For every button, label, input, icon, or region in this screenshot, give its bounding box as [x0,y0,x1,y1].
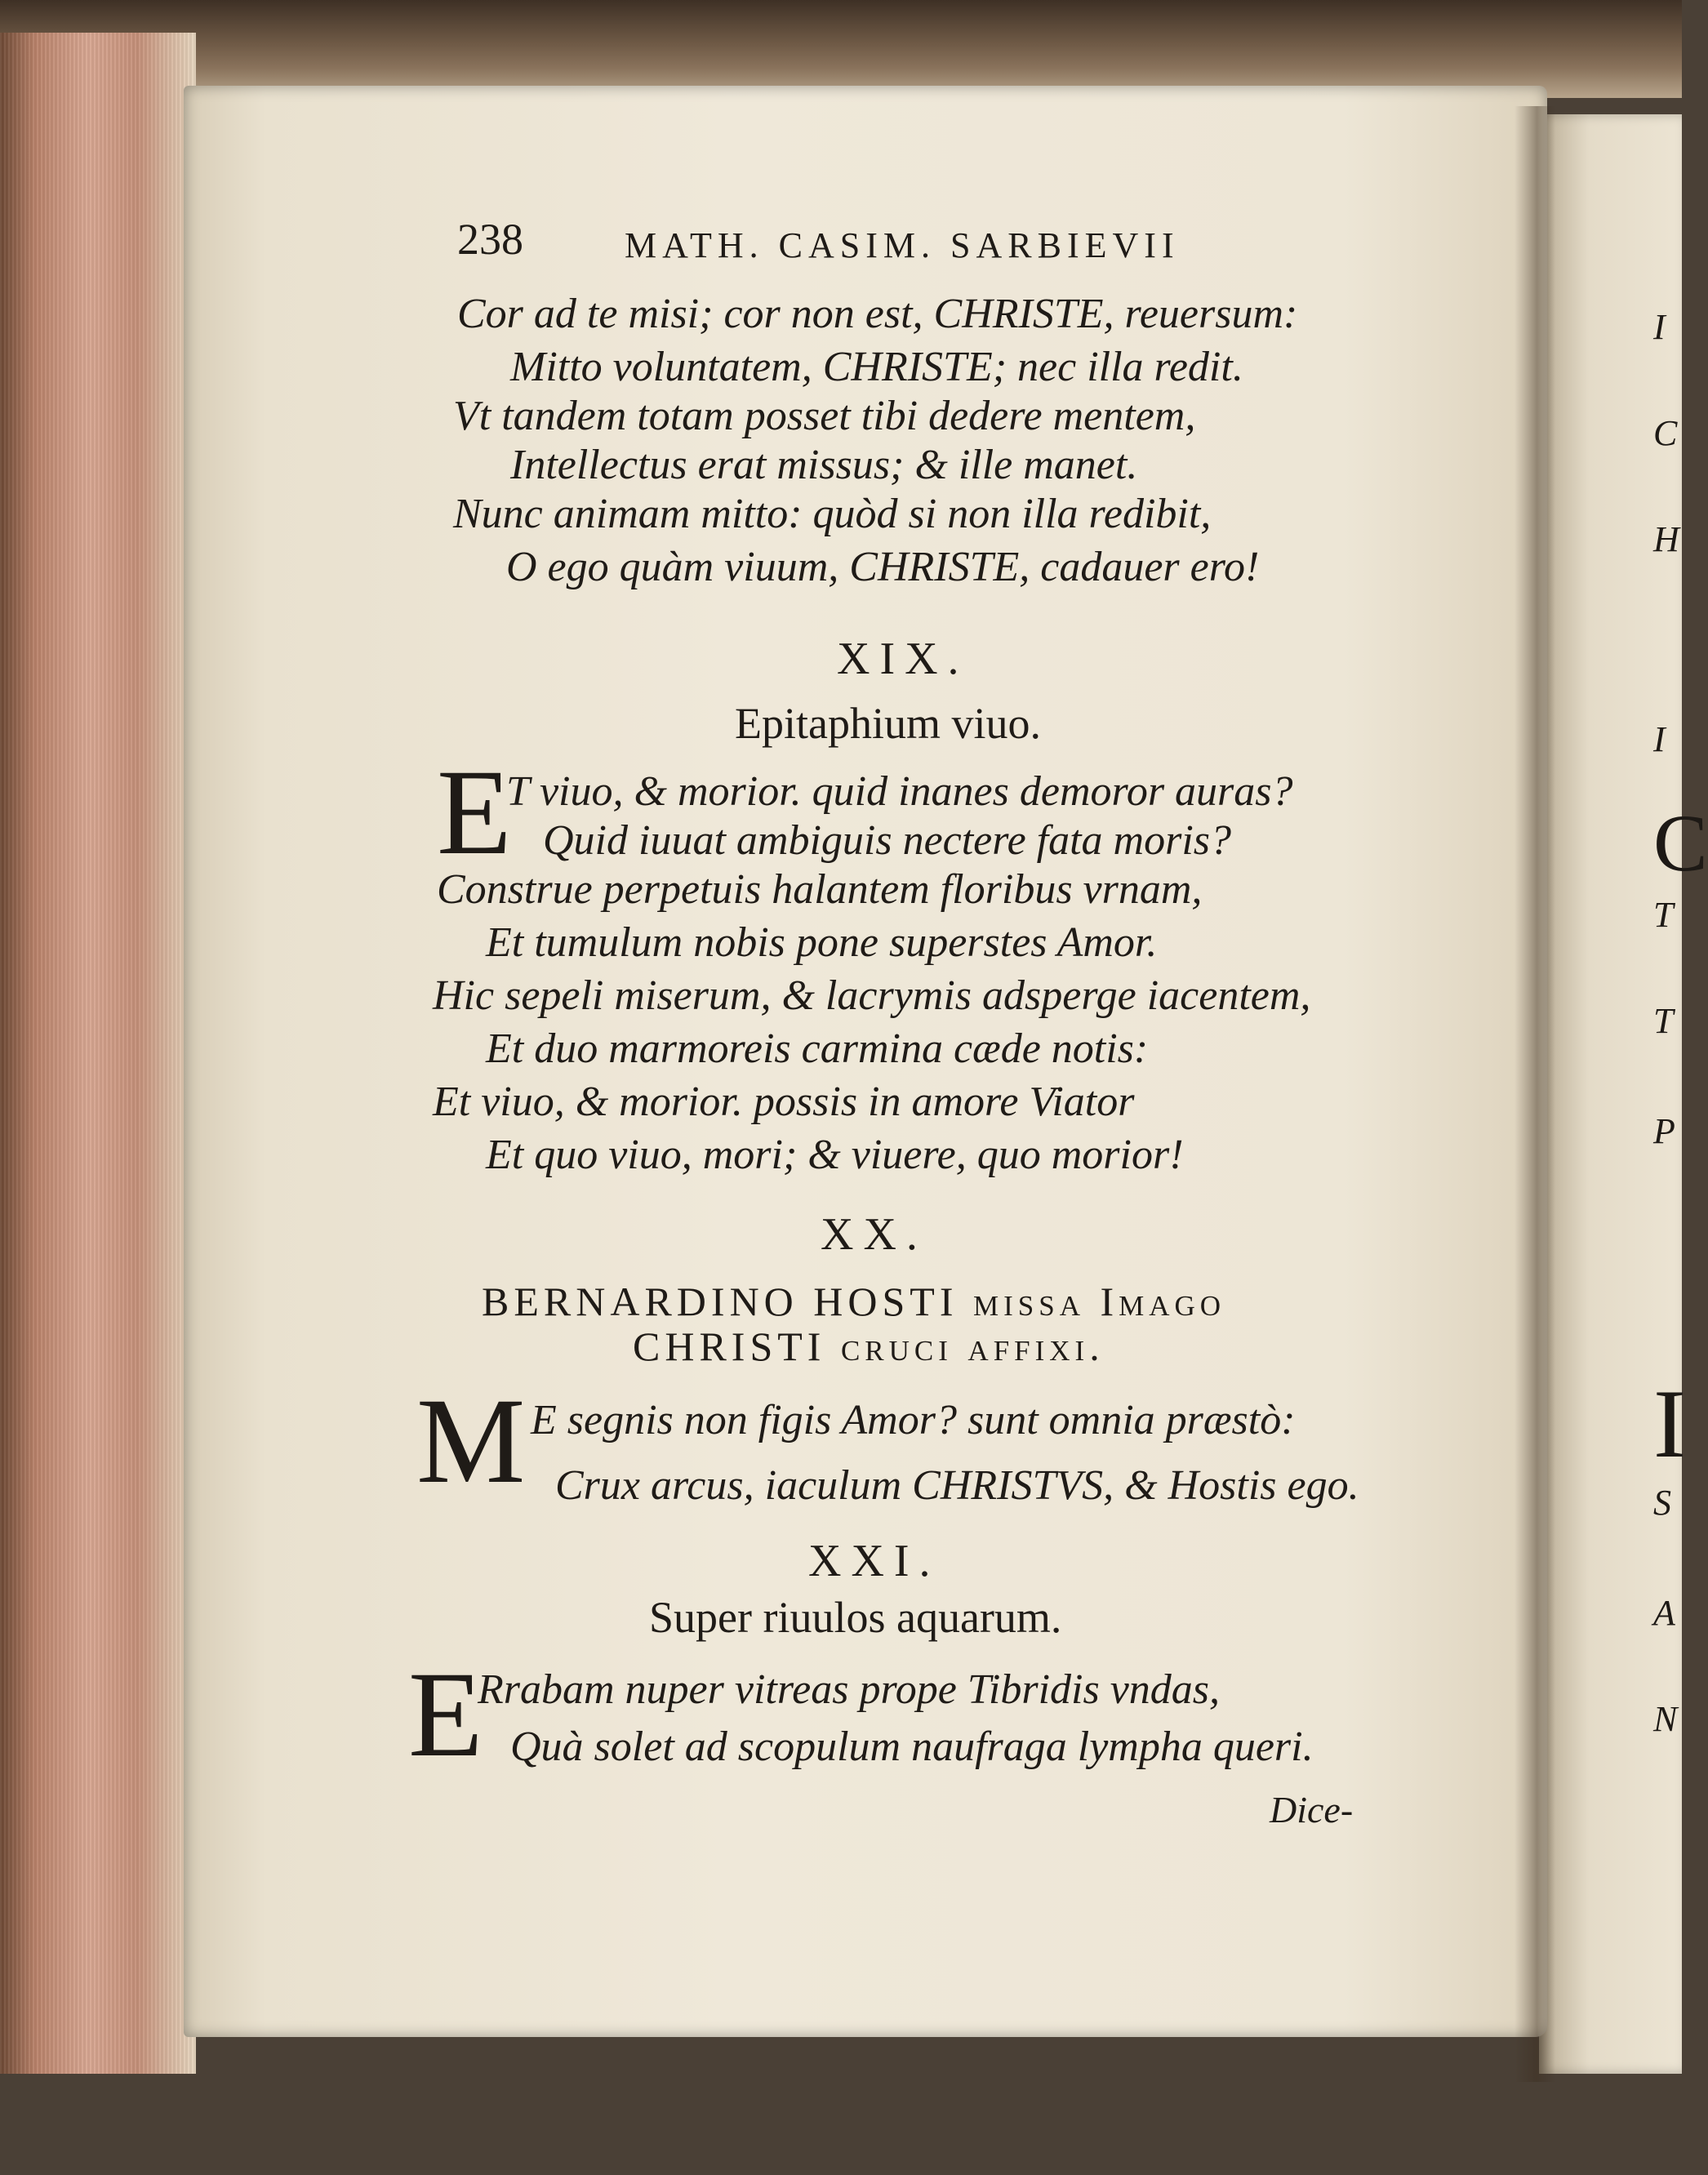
verse-line: Cor ad te misi; cor non est, CHRISTE, reuersum: [457,291,1298,337]
verse-line: E segnis non figis Amor? sunt omnia præstò: [531,1397,1296,1443]
facing-letter: C [1653,798,1708,888]
facing-letter: H [1653,519,1679,559]
facing-letter: A [1653,1593,1675,1633]
poem-title: Super riuulos aquarum. [649,1593,1062,1642]
facing-letter: P [1653,1111,1675,1151]
verse-line: Crux arcus, iaculum CHRISTVS, & Hostis ego. [555,1462,1359,1509]
verse-line: T viuo, & morior. quid inanes demoror auras? [506,768,1293,815]
poem-number: XXI. [808,1536,941,1586]
drop-cap: E [408,1647,483,1782]
catchword: Dice- [1270,1789,1354,1830]
poem-title: CHRISTI cruci affixi. [633,1323,1105,1369]
facing-letter: I [1653,1369,1686,1478]
facing-letter: T [1653,895,1674,935]
poem-title: Epitaphium viuo. [735,699,1041,748]
facing-letter: T [1653,1001,1674,1041]
verse-line: Et quo viuo, mori; & viuere, quo morior! [486,1132,1184,1178]
verse-line: Nunc animam mitto: quòd si non illa redibit, [453,491,1212,537]
verse-line: Quid iuuat ambiguis nectere fata moris? [543,817,1232,864]
facing-letter: N [1653,1699,1678,1739]
verse-line: Rrabam nuper vitreas prope Tibridis vndas, [478,1666,1221,1713]
verse-line: Quà solet ad scopulum naufraga lympha queri. [510,1724,1314,1770]
verse-line: Hic sepeli miserum, & lacrymis adsperge iacentem, [433,972,1311,1019]
verse-line: Et tumulum nobis pone superstes Amor. [486,919,1158,966]
verse-line: Vt tandem totam posset tibi dedere mentem, [453,393,1196,439]
facing-letter: C [1653,413,1678,453]
verse-line: Construe perpetuis halantem floribus vrnam, [437,866,1203,913]
verse-line: O ego quàm viuum, CHRISTE, cadauer ero! [506,544,1260,590]
page-number: 238 [457,215,523,264]
poem-number: XIX. [837,634,969,684]
facing-letter: I [1653,307,1666,347]
facing-letter: S [1653,1483,1671,1523]
verse-line: Mitto voluntatem, CHRISTE; nec illa redit. [510,344,1243,390]
drop-cap: E [437,745,512,880]
verse-line: Et viuo, & morior. possis in amore Viator [433,1079,1135,1125]
running-head: MATH. CASIM. SARBIEVII [625,225,1180,265]
poem-number: XX. [821,1209,927,1260]
facing-letter: I [1653,719,1666,759]
verse-line: Intellectus erat missus; & ille manet. [510,442,1138,488]
poem-title: BERNARDINO HOSTI missa Imago [482,1279,1226,1324]
verse-line: Et duo marmoreis carmina cæde notis: [486,1025,1149,1072]
drop-cap: M [416,1373,526,1509]
